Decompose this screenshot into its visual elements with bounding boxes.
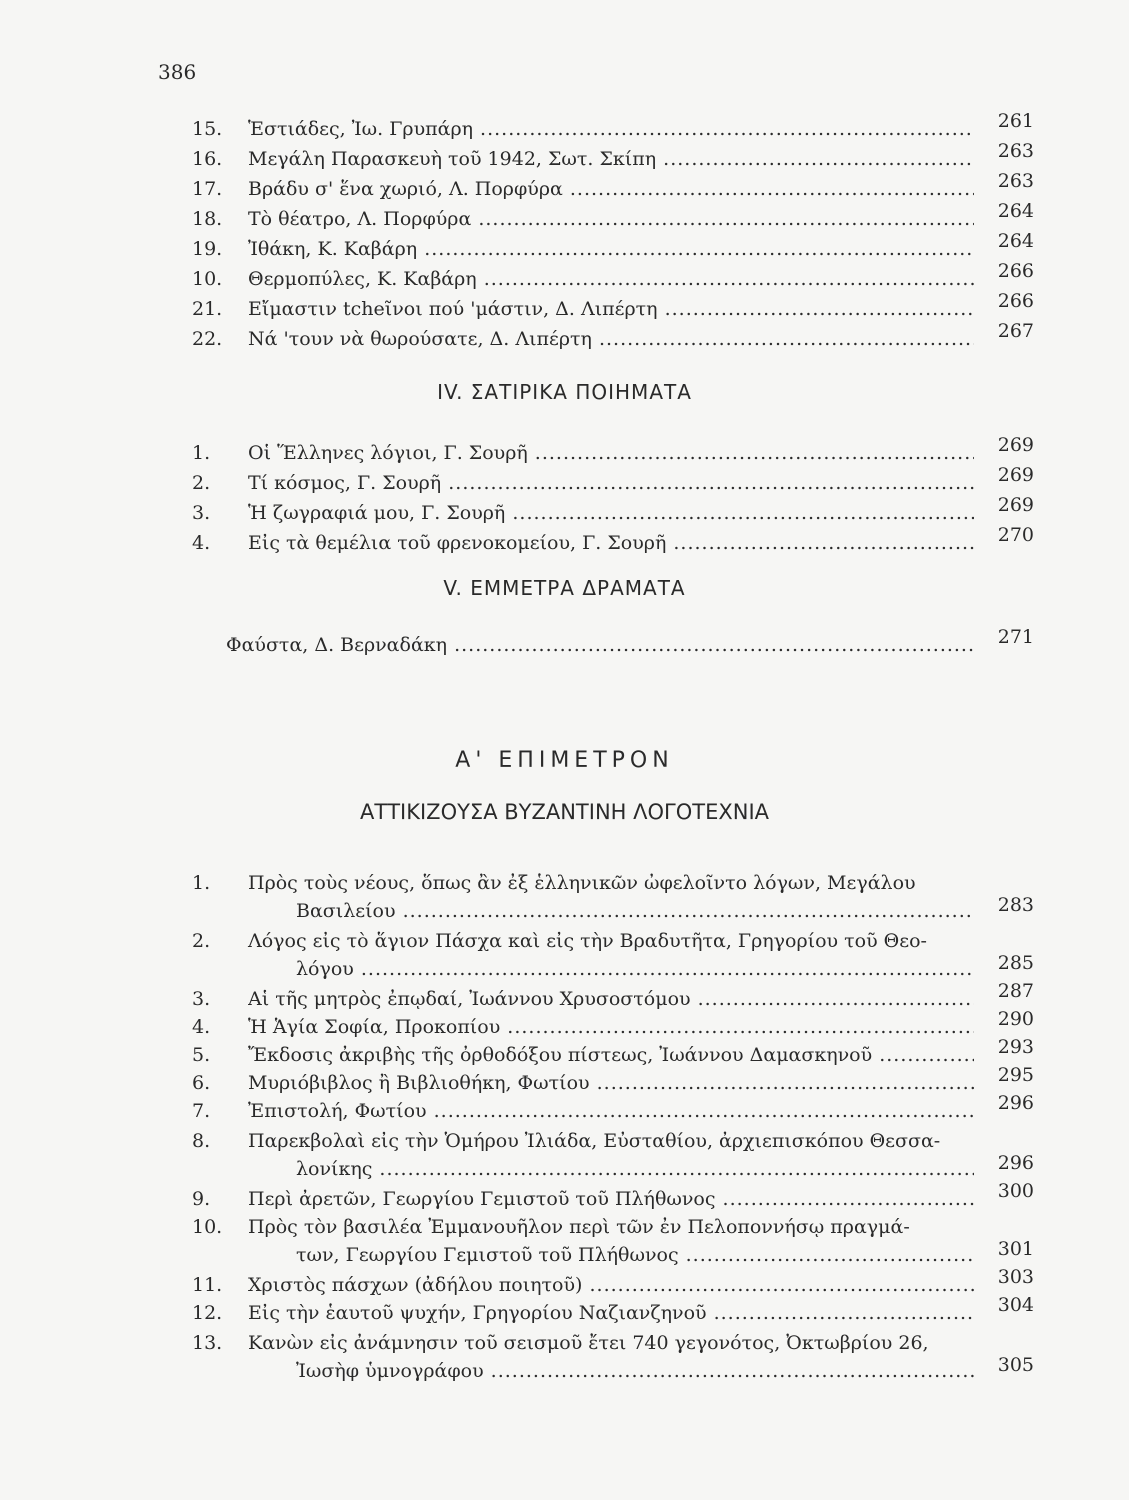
entry-number: 16. [192, 148, 223, 170]
entry-number: 4. [192, 532, 211, 554]
toc-entry [192, 170, 1034, 204]
entry-title: Ἡ Ἁγία Σοφία, Προκοπίου ..... [248, 1012, 974, 1042]
entry-number: 21. [192, 298, 223, 320]
entry-number: 19. [192, 238, 223, 260]
entry-number: 2. [192, 472, 211, 494]
entry-title: Παρεκβολαὶ εἰς τὴν Ὁμήρου Ἰλιάδα, Εὐσταθίου, ἀρχιεπισκόπου Θεσσα- [248, 1130, 941, 1152]
entry-number: 15. [192, 118, 223, 140]
entry-title: Θερμοπύλες, Κ. Καβάρη ..... [248, 264, 974, 294]
entry-page: 269 [997, 464, 1034, 486]
entry-title: Κανὼν εἰς ἀνάμνησιν τοῦ σεισμοῦ ἔτει 740 γεγονότος, Ὀκτωβρίου 26, [248, 1332, 929, 1354]
entry-page: 285 [997, 952, 1034, 974]
entry-title-continued: λόγου ..... [296, 954, 974, 984]
entry-title: Οἱ Ἕλληνες λόγιοι, Γ. Σουρῆ ..... [248, 438, 974, 468]
entry-title-continued: των, Γεωργίου Γεμιστοῦ τοῦ Πλήθωνος ..... [296, 1240, 974, 1270]
entry-number: 3. [192, 988, 211, 1010]
entry-page: 271 [997, 626, 1034, 648]
entry-title: Ἰθάκη, Κ. Καβάρη ..... [248, 234, 974, 264]
entry-title: Εἴμαστιν tcheῖνοι πού 'μάστιν, Δ. Λιπέρτη ..... [248, 294, 974, 324]
toc-entry [192, 1328, 1034, 1388]
toc-entry [192, 494, 1034, 528]
entry-number: 10. [192, 268, 223, 290]
toc-entry [192, 200, 1034, 234]
entry-page: 263 [997, 170, 1034, 192]
entry-number: 18. [192, 208, 223, 230]
entry-title: Πρὸς τὸν βασιλέα Ἐμμανουῆλον περὶ τῶν ἐν Πελοποννήσῳ πραγμά- [248, 1216, 910, 1238]
entry-number: 8. [192, 1130, 211, 1152]
entry-page: 290 [997, 1008, 1034, 1030]
entry-page: 264 [997, 200, 1034, 222]
entry-title: Χριστὸς πάσχων (ἀδήλου ποιητοῦ) ..... [248, 1270, 974, 1300]
entry-number: 17. [192, 178, 223, 200]
toc-entry [192, 1036, 1034, 1070]
entry-page: 269 [997, 434, 1034, 456]
entry-title: Τὸ θέατρο, Λ. Πορφύρα ..... [248, 204, 974, 234]
toc-entry [192, 626, 1034, 660]
toc-entry [192, 1294, 1034, 1328]
entry-number: 12. [192, 1302, 223, 1324]
toc-entry [192, 1180, 1034, 1214]
entry-number: 13. [192, 1332, 223, 1354]
page-number: 386 [158, 60, 197, 84]
entry-title: Πρὸς τοὺς νέους, ὅπως ἂν ἐξ ἑλληνικῶν ὠφελοῖντο λόγων, Μεγάλου [248, 872, 916, 894]
entry-page: 270 [997, 524, 1034, 546]
entry-page: 293 [997, 1036, 1034, 1058]
entry-title: Εἰς τὴν ἑαυτοῦ ψυχήν, Γρηγορίου Ναζιανζηνοῦ ..... [248, 1298, 974, 1328]
entry-title: Βράδυ σ' ἕνα χωριό, Λ. Πορφύρα ..... [248, 174, 974, 204]
toc-entry [192, 1092, 1034, 1126]
entry-page: 263 [997, 140, 1034, 162]
entry-title: Αἱ τῆς μητρὸς ἐπῳδαί, Ἰωάννου Χρυσοστόμου ..... [248, 984, 974, 1014]
epimetron-title: Α' ΕΠΙΜΕΤΡΟΝ [455, 748, 674, 773]
toc-entry [192, 464, 1034, 498]
epimetron-subtitle: ΑΤΤΙΚΙΖΟΥΣΑ ΒΥΖΑΝΤΙΝΗ ΛΟΓΟΤΕΧΝΙΑ [360, 800, 769, 824]
entry-title: Μεγάλη Παρασκευὴ τοῦ 1942, Σωτ. Σκίπη ..... [248, 144, 974, 174]
entry-title: Νά 'τουν νὰ θωρούσατε, Δ. Λιπέρτη ..... [248, 324, 974, 354]
toc-entry [192, 110, 1034, 144]
entry-title: Περὶ ἀρετῶν, Γεωργίου Γεμιστοῦ τοῦ Πλήθωνος ..... [248, 1184, 974, 1214]
entry-page: 300 [997, 1180, 1034, 1202]
toc-entry [192, 868, 1034, 928]
toc-entry [192, 1008, 1034, 1042]
entry-title-continued: Ἰωσὴφ ὑμνογράφου ..... [296, 1356, 974, 1386]
entry-page: 296 [997, 1152, 1034, 1174]
toc-entry [192, 1064, 1034, 1098]
entry-title: Λόγος εἰς τὸ ἅγιον Πάσχα καὶ εἰς τὴν Βραδυτῆτα, Γρηγορίου τοῦ Θεο- [248, 930, 927, 952]
entry-title: Ἔκδοσις ἀκριβὴς τῆς ὀρθοδόξου πίστεως, Ἰωάννου Δαμασκηνοῦ ..... [248, 1040, 974, 1070]
entry-page: 287 [997, 980, 1034, 1002]
entry-title-continued: Βασιλείου ..... [296, 896, 974, 926]
entry-title: Ἐπιστολή, Φωτίου ..... [248, 1096, 974, 1126]
toc-entry [192, 434, 1034, 468]
entry-page: 301 [997, 1238, 1034, 1260]
toc-entry [192, 926, 1034, 986]
toc-entry [192, 1126, 1034, 1186]
entry-title: Ἡ ζωγραφιά μου, Γ. Σουρῆ ..... [248, 498, 974, 528]
entry-number: 3. [192, 502, 211, 524]
entry-number: 5. [192, 1044, 211, 1066]
entry-page: 296 [997, 1092, 1034, 1114]
entry-page: 261 [997, 110, 1034, 132]
toc-entry [192, 260, 1034, 294]
entry-page: 267 [997, 320, 1034, 342]
entry-title: Εἰς τὰ θεμέλια τοῦ φρενοκομείου, Γ. Σουρῆ ..... [248, 528, 974, 558]
entry-page: 295 [997, 1064, 1034, 1086]
entry-page: 266 [997, 260, 1034, 282]
toc-entry [192, 524, 1034, 558]
entry-number: 2. [192, 930, 211, 952]
entry-page: 303 [997, 1266, 1034, 1288]
entry-number: 22. [192, 328, 223, 350]
section-heading-satirical: IV. ΣΑΤΙΡΙΚΑ ΠΟΙΗΜΑΤΑ [437, 380, 692, 404]
toc-entry [192, 980, 1034, 1014]
entry-title: Τί κόσμος, Γ. Σουρῆ ..... [248, 468, 974, 498]
toc-entry [192, 230, 1034, 264]
toc-entry [192, 1212, 1034, 1272]
entry-page: 305 [997, 1354, 1034, 1376]
entry-number: 9. [192, 1188, 211, 1210]
entry-title: Μυριόβιβλος ἢ Βιβλιοθήκη, Φωτίου ..... [248, 1068, 974, 1098]
toc-entry [192, 140, 1034, 174]
entry-number: 1. [192, 872, 211, 894]
section-heading-dramas: V. ΕΜΜΕΤΡΑ ΔΡΑΜΑΤΑ [443, 576, 686, 600]
entry-page: 266 [997, 290, 1034, 312]
entry-number: 4. [192, 1016, 211, 1038]
entry-number: 11. [192, 1274, 223, 1296]
entry-title: Φαύστα, Δ. Βερναδάκη ..... [226, 630, 974, 660]
entry-title-continued: λονίκης ..... [296, 1154, 974, 1184]
entry-page: 264 [997, 230, 1034, 252]
entry-title: Ἑστιάδες, Ἰω. Γρυπάρη ..... [248, 114, 974, 144]
toc-entry [192, 290, 1034, 324]
entry-number: 1. [192, 442, 211, 464]
entry-page: 283 [997, 894, 1034, 916]
entry-number: 7. [192, 1100, 211, 1122]
toc-entry [192, 320, 1034, 354]
entry-number: 6. [192, 1072, 211, 1094]
entry-page: 304 [997, 1294, 1034, 1316]
entry-number: 10. [192, 1216, 223, 1238]
toc-entry [192, 1266, 1034, 1300]
entry-page: 269 [997, 494, 1034, 516]
